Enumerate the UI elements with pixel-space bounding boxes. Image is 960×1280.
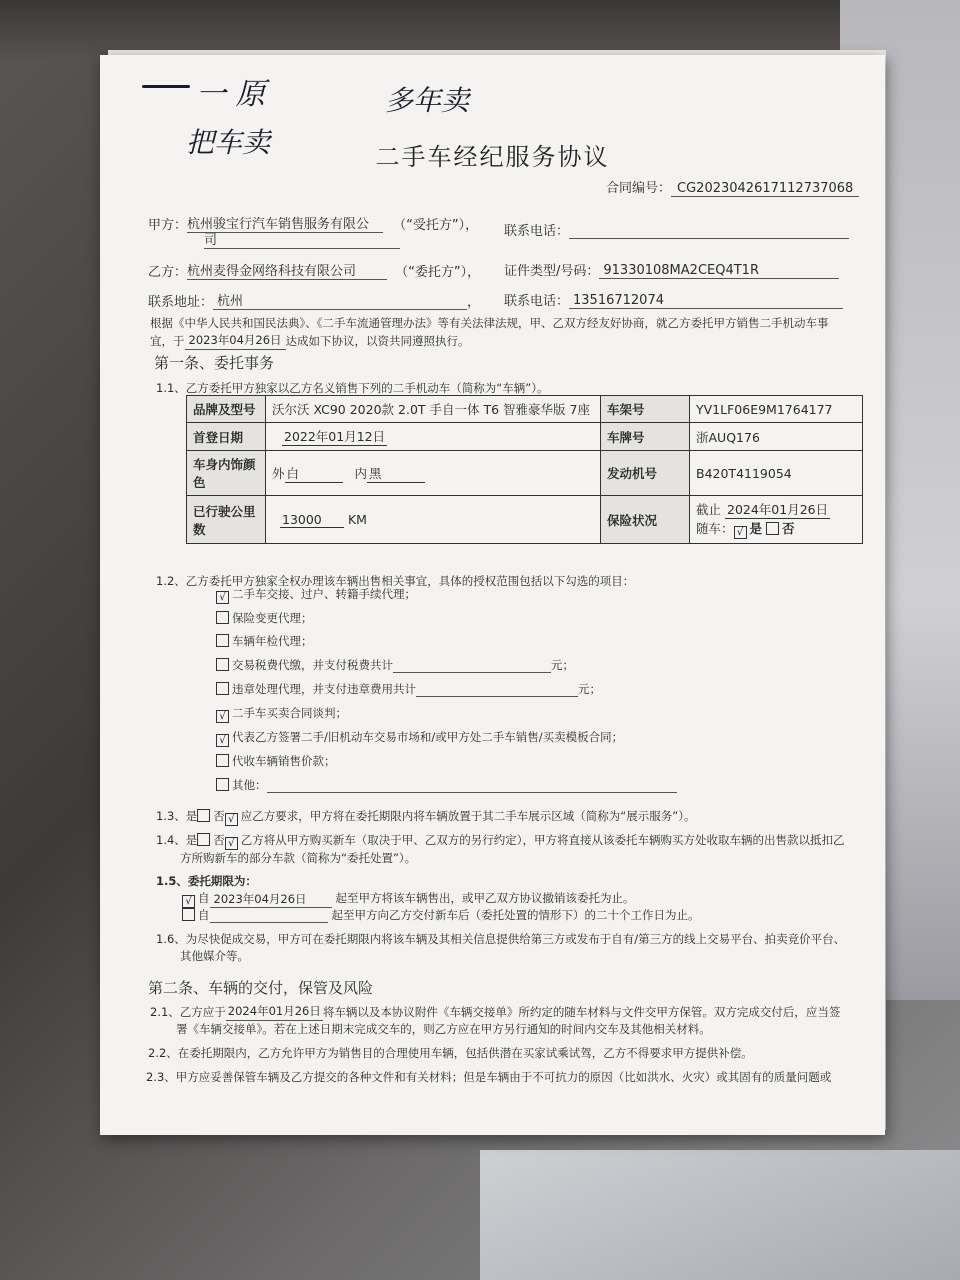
period-sell-checkbox[interactable]: √ — [182, 895, 195, 908]
int-prefix: 内 — [354, 465, 368, 481]
party-a-comma: ， — [465, 218, 479, 233]
handwritten-dash — [142, 85, 190, 88]
clause-2-3: 2.3、甲方应妥善保管车辆及乙方提交的各种文件和有关材料；但是车辆由于不可抗力的原因（比如洪水、火灾）或其固有的质量问题或 — [146, 1070, 832, 1084]
plate-label: 车牌号 — [601, 423, 690, 451]
insurance-label: 保险状况 — [601, 496, 690, 544]
clause-1-6-line1: 1.6、为尽快促成交易，甲方可在委托期限内将该车辆及其相关信息提供给第三方或发布于自有/第三方的线上交易平台、拍卖竞价平台、 — [156, 932, 846, 946]
option-tax — [216, 657, 574, 673]
insurance-no: 否 — [782, 521, 795, 536]
insurance-with-label: 随车： — [696, 521, 734, 536]
handwritten-note-2: 多年卖 — [385, 84, 470, 117]
engine-value: B420T4119054 — [690, 451, 863, 496]
clause-1-6-line2: 其他媒介等。 — [180, 949, 249, 963]
preamble-date: 2023年04月26日 — [185, 332, 286, 350]
table-row — [187, 423, 863, 451]
contract-number — [606, 177, 859, 197]
option-checkbox[interactable]: √ — [216, 710, 229, 723]
party-b-addr-comma: ， — [467, 295, 481, 310]
option-checkbox[interactable] — [216, 611, 229, 624]
option-checkbox[interactable] — [216, 634, 229, 647]
table-row — [187, 496, 863, 544]
clause-1-3 — [156, 808, 695, 826]
mileage-unit: KM — [347, 511, 367, 527]
clause-2-1 — [150, 1003, 885, 1038]
insurance-yes: 是 — [749, 521, 763, 536]
option-label: 其他： — [232, 778, 267, 792]
option-checkbox[interactable] — [216, 754, 229, 767]
option-label: 代表乙方签署二手/旧机动车交易市场和/或甲方处二手车销售/买卖模板合同； — [232, 730, 624, 744]
party-b-addr-value: 杭州 — [213, 290, 467, 310]
party-b-id-label: 证件类型/号码： — [504, 264, 600, 279]
option-negotiation — [216, 705, 347, 723]
option-label: 违章处理代理，并支付违章费用共计 — [232, 682, 416, 696]
color-value — [266, 451, 601, 496]
option-label: 保险变更代理； — [232, 611, 313, 625]
option-label: 车辆年检代理； — [232, 634, 313, 648]
period-start-date: 2023年04月26日 — [210, 891, 332, 908]
insurance-date: 2024年01月26日 — [727, 502, 829, 517]
period-newcar-line — [210, 910, 328, 923]
insurance-with-row — [696, 519, 856, 539]
article-2-title: 第二条、车辆的交付，保管及风险 — [148, 979, 374, 997]
option-checkbox[interactable] — [216, 658, 229, 671]
clause-2-2: 2.2、在委托期限内，乙方允许甲方为销售目的合理使用车辆，包括供潜在买家试乘试驾，乙方不得要求甲方提供补偿。 — [148, 1046, 753, 1060]
party-b-row — [148, 260, 480, 280]
plate-value: 浙AUQ176 — [690, 423, 863, 451]
ext-color: 白 — [285, 464, 343, 483]
party-b-id-row — [504, 260, 839, 279]
clause-1-6 — [156, 931, 885, 965]
contract-number-label: 合同编号： — [606, 181, 672, 196]
party-a-name-cont — [204, 229, 400, 249]
option-sign-contract — [216, 729, 623, 747]
clause-1-3-no: 否 — [213, 809, 225, 823]
party-a-role: （“受托方”） — [393, 218, 466, 233]
reg-date-value — [266, 423, 601, 451]
party-b-phone-value: 13516712074 — [569, 293, 843, 309]
option-checkbox[interactable] — [216, 778, 229, 791]
clause-1-4-no-checkbox[interactable]: √ — [225, 837, 238, 850]
period-sell-self: 自 — [198, 891, 210, 905]
clause-2-1-line1 — [150, 1003, 885, 1021]
clause-1-4-yes-checkbox[interactable] — [197, 833, 210, 846]
insurance-value — [690, 496, 863, 544]
table-row — [187, 396, 863, 423]
option-checkbox[interactable] — [216, 682, 229, 695]
party-b-addr-row — [148, 290, 480, 310]
preamble-line2-suffix: 达成如下协议，以资共同遵照执行。 — [285, 334, 470, 348]
clause-1-4-text: 乙方将从甲方购买新车（取决于甲、乙双方的另行约定），甲方将直接从该委托车辆购买方处收取车辆的出售款以抵扣乙 — [240, 833, 845, 847]
clause-1-3-yes-checkbox[interactable] — [197, 809, 210, 822]
preamble — [150, 315, 880, 350]
vin-value: YV1LF06E9M1764177 — [690, 396, 863, 423]
party-a-label: 甲方： — [148, 218, 188, 233]
clause-1-4 — [156, 832, 845, 850]
insurance-date-row — [696, 500, 856, 519]
option-label: 二手车买卖合同谈判； — [232, 706, 347, 720]
vehicle-table — [186, 395, 863, 544]
option-other — [216, 777, 677, 793]
floor-background — [480, 1150, 960, 1280]
party-a-name-line2: 司 — [204, 229, 400, 249]
article-1-title: 第一条、委托事务 — [154, 354, 275, 372]
option-checkbox[interactable]: √ — [216, 734, 229, 747]
option-label: 交易税费代缴，并支付税费共计 — [232, 658, 393, 672]
option-handover — [216, 586, 416, 604]
reg-date-label: 首登日期 — [187, 423, 266, 451]
insurance-prefix: 截止 — [696, 502, 722, 517]
clause-1-4-cont: 方所购新车的部分车款（简称为“委托处置”）。 — [180, 851, 417, 865]
party-b-id-value: 91330108MA2CEQ4T1R — [599, 263, 839, 279]
clause-1-3-no-checkbox[interactable]: √ — [225, 813, 238, 826]
option-suffix: 元； — [578, 682, 601, 696]
mileage-label: 已行驶公里数 — [187, 496, 266, 544]
handwritten-note-3: 把车卖 — [186, 126, 271, 159]
contract-number-value: CG2023042617112737068 — [671, 181, 859, 197]
preamble-line2-prefix: 宜，于 — [150, 334, 185, 348]
party-b-addr-label: 联系地址： — [148, 295, 214, 310]
clause-1-2: 1.2、乙方委托甲方独家全权办理该车辆出售相关事宜，具体的授权范围包括以下勾选的项目： — [156, 574, 635, 588]
clause-2-1-prefix: 2.1、乙方应于 — [150, 1005, 226, 1019]
clause-1-1: 1.1、乙方委托甲方独家以乙方名义销售下列的二手机动车（简称为“车辆”）。 — [156, 381, 549, 395]
option-checkbox[interactable]: √ — [216, 591, 229, 604]
party-a-phone-row — [504, 220, 849, 239]
party-b-comma: ， — [467, 265, 481, 280]
reg-date-text: 2022年01月12日 — [284, 429, 386, 444]
option-inspection — [216, 633, 313, 649]
clause-2-1-line2: 署《车辆交接单》。若在上述日期末完成交车的，则乙方应在甲方另行通知的时间内交车及其他相关材料。 — [176, 1022, 711, 1036]
ext-prefix: 外 — [272, 465, 285, 481]
preamble-line2 — [150, 332, 880, 350]
option-collect-payment — [216, 753, 336, 769]
party-b-phone-row — [504, 290, 843, 309]
engine-label: 发动机号 — [601, 451, 690, 496]
party-b-name: 杭州麦得金网络科技有限公司 — [187, 260, 387, 280]
clause-1-4-yes: 1.4、是 — [156, 833, 198, 847]
preamble-line1: 根据《中华人民共和国民法典》、《二手车流通管理办法》等有关法律法规，甲、乙双方经友好协商，就乙方委托甲方销售二手机动车事 — [150, 316, 829, 330]
period-sell-text: 起至甲方将该车辆售出，或甲乙双方协议撤销该委托为止。 — [335, 891, 635, 905]
party-b-role: （“委托方”） — [395, 265, 468, 280]
clause-1-5-line2 — [182, 907, 700, 923]
period-newcar-text: 起至甲方向乙方交付新车后（委托处置的情形下）的二十个工作日为止。 — [331, 908, 700, 922]
party-b-label: 乙方： — [148, 265, 188, 280]
option-insurance — [216, 610, 313, 626]
clause-1-5: 1.5、委托期限为： — [156, 874, 257, 888]
clause-1-5-line1 — [182, 890, 635, 908]
int-color: 黑 — [367, 464, 425, 483]
period-newcar-self: 自 — [198, 908, 210, 922]
document-title: 二手车经纪服务协议 — [375, 143, 610, 171]
brand-value: 沃尔沃 XC90 2020款 2.0T 手自一体 T6 智雅豪华版 7座 — [266, 396, 601, 423]
insurance-yes-checkbox[interactable]: √ — [734, 526, 747, 539]
brand-label: 品牌及型号 — [187, 396, 266, 423]
contract-paper — [100, 55, 885, 1135]
clause-2-1-date: 2024年01月26日 — [226, 1003, 323, 1021]
option-label: 二手车交接、过户、转籍手续代理； — [232, 587, 416, 601]
party-b-phone-label: 联系电话： — [504, 294, 570, 309]
tax-amount-line — [393, 660, 551, 673]
period-newcar-checkbox[interactable] — [182, 908, 195, 921]
handwritten-note-1: 一 原 — [196, 77, 266, 112]
party-a-phone-value — [569, 238, 849, 239]
insurance-no-checkbox[interactable] — [766, 522, 779, 535]
clause-2-1-text: 将车辆以及本协议附件《车辆交接单》所约定的随车材料与文件交甲方保管。双方完成交付后，应当签 — [322, 1005, 841, 1019]
violation-amount-line — [416, 684, 578, 697]
table-row — [187, 451, 863, 496]
party-a-name-line1: 杭州骏宝行汽车销售服务有限公 — [187, 213, 383, 233]
clause-1-3-yes: 1.3、是 — [156, 809, 198, 823]
option-suffix: 元； — [551, 658, 574, 672]
vin-label: 车架号 — [601, 396, 690, 423]
option-label: 代收车辆销售价款； — [232, 754, 336, 768]
clause-1-3-text: 应乙方要求，甲方将在委托期限内将车辆放置于其二手车展示区域（简称为“展示服务”）。 — [240, 809, 696, 823]
mileage-number: 13000 — [280, 512, 344, 528]
mileage-value — [266, 496, 601, 544]
other-line — [267, 780, 677, 793]
option-violation — [216, 681, 601, 697]
color-label: 车身内饰颜色 — [187, 451, 266, 496]
party-a-phone-label: 联系电话： — [504, 224, 570, 239]
clause-1-4-no: 否 — [213, 833, 225, 847]
